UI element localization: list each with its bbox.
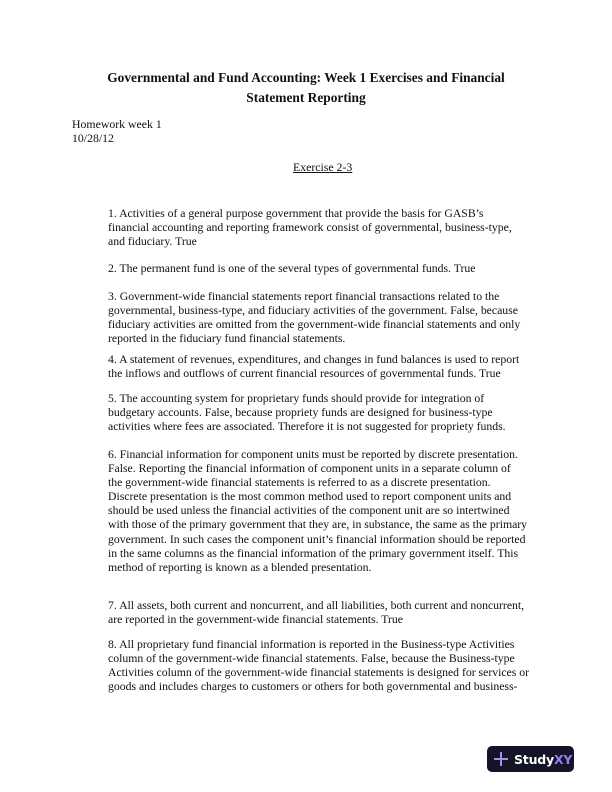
exercise-item-1 xyxy=(108,207,548,249)
item-line: 5. The accounting system for proprietary funds should provide for integration of xyxy=(108,392,485,405)
exercise-item-4 xyxy=(108,353,548,381)
item-line: Discrete presentation is the most common method used to report component units and xyxy=(108,490,512,504)
studyxy-watermark-badge[interactable] xyxy=(487,746,574,772)
item-line: 4. A statement of revenues, expenditures, and changes in fund balances is used to report xyxy=(108,353,520,366)
homework-label: Homework week 1 xyxy=(72,117,162,131)
item-line: fiduciary activities are omitted from the government-wide financial statements and only xyxy=(108,318,521,332)
item-line: and fiduciary. True xyxy=(108,235,197,249)
item-line: activities where fees are associated. Therefore it is not suggested for propriety funds. xyxy=(108,420,506,434)
plus-icon xyxy=(494,752,508,766)
item-line: 7. All assets, both current and noncurrent, and all liabilities, both current and noncurrent, xyxy=(108,599,525,612)
title-line-1: Governmental and Fund Accounting: Week 1 Exercises and Financial xyxy=(107,70,505,85)
item-line: goods and includes charges to customers or others for both governmental and business- xyxy=(108,680,518,694)
title-line-2: Statement Reporting xyxy=(246,90,366,105)
item-line: financial accounting and reporting framework consist of governmental, business-type, xyxy=(108,221,512,235)
item-line: method of reporting is known as a blended presentation. xyxy=(108,560,372,574)
item-line: reported in the fiduciary fund financial statements. xyxy=(108,332,346,346)
item-line: the inflows and outflows of current financial resources of governmental funds. True xyxy=(108,367,501,381)
item-line: in the same columns as the financial information of the primary government itself. This xyxy=(108,546,519,560)
item-line: False. Reporting the financial information of component units in a separate column of xyxy=(108,462,511,476)
item-line: 6. Financial information for component units must be reported by discrete presentation. xyxy=(108,448,518,461)
exercise-item-3 xyxy=(108,290,548,346)
section-heading: Exercise 2-3 xyxy=(293,160,353,174)
document-meta xyxy=(72,117,162,145)
brand-main: Study xyxy=(514,751,554,767)
item-line: 1. Activities of a general purpose government that provide the basis for GASB’s xyxy=(108,207,484,220)
item-line: should be used unless the financial activities of the component unit are so intertwined xyxy=(108,504,510,518)
brand-name xyxy=(514,752,572,767)
item-line: are reported in the government-wide financial statements. True xyxy=(108,613,403,627)
item-line: 3. Government-wide financial statements report financial transactions related to the xyxy=(108,290,500,303)
item-line: 8. All proprietary fund financial information is reported in the Business-type Activities xyxy=(108,638,515,651)
item-line: government. In such cases the component unit’s financial information should be reported xyxy=(108,532,526,546)
item-line: Activities column of the government-wide financial statements is designed for services or xyxy=(108,666,530,680)
document-date: 10/28/12 xyxy=(72,131,114,145)
exercise-item-6 xyxy=(108,448,548,575)
exercise-item-7 xyxy=(108,599,548,627)
document-title xyxy=(72,68,540,108)
item-line: budgetary accounts. False, because propriety funds are designed for business-type xyxy=(108,406,493,420)
item-line: with those of the primary government that they are, in substance, the same as the primary xyxy=(108,518,528,532)
item-line: the government-wide financial statements is referred to as a discrete presentation. xyxy=(108,476,491,490)
exercise-item-5 xyxy=(108,392,548,434)
item-line: governmental, business-type, and fiduciary activities of the government. False, because xyxy=(108,304,518,318)
exercise-item-8 xyxy=(108,638,548,694)
item-line: 2. The permanent fund is one of the several types of governmental funds. True xyxy=(108,262,476,275)
exercise-item-2 xyxy=(108,262,548,276)
brand-accent: XY xyxy=(553,751,573,767)
item-line: column of the government-wide financial statements. False, because the Business-type xyxy=(108,652,515,666)
